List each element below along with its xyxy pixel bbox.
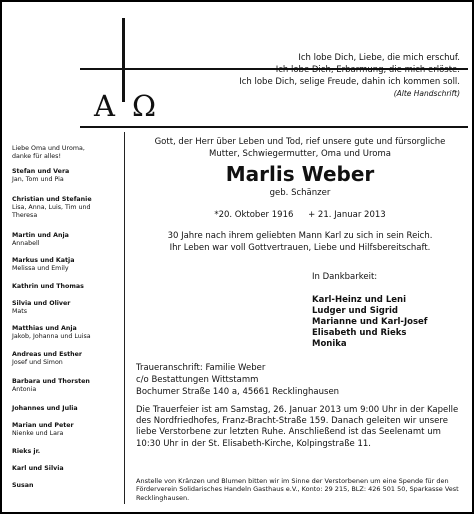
sidebar-group-head: Matthias und Anja [12,325,77,332]
tribute-text [132,230,468,254]
sidebar-group-head: Markus und Katja [12,257,75,264]
poem-line: Ich lobe Dich, Liebe, die mich erschuf. [298,53,460,63]
tribute-line: Ihr Leben war voll Gottvertrauen, Liebe und Hilfsbereitschaft. [169,243,431,253]
tribute-line: 30 Jahre nach ihrem geliebten Mann Karl zu sich in sein Reich. [167,231,433,241]
sidebar-group-head: Andreas und Esther [12,351,83,358]
sidebar-group [12,168,122,184]
mourner-name: Karl-Heinz und Leni [312,295,406,305]
sidebar-group [12,378,122,394]
sidebar-group [12,196,122,220]
sidebar-group-head: Stefan und Vera [12,168,70,175]
mourner-name: Monika [312,339,347,349]
mourner-name: Ludger und Sigrid [312,306,399,316]
sidebar-group-head: Martin und Anja [12,232,69,239]
sidebar-group [12,405,122,413]
alpha-symbol: A [94,89,115,123]
poem-source: (Alte Handschrift) [393,89,460,98]
sidebar-group [12,465,122,473]
sidebar-group-line: Jan, Tom und Pia [12,176,64,183]
intro-line: Gott, der Herr über Leben und Tod, rief unsere gute und fürsorgliche [154,137,446,147]
sidebar-group-head: Susan [12,482,34,489]
sidebar-intro-line: Liebe Oma und Uroma, [12,145,85,152]
address-line: Traueranschrift: Familie Weber [136,363,266,373]
sidebar-group-line: Antonia [12,386,37,393]
sidebar-group [12,448,122,456]
birth-date: *20. Oktober 1916 [214,210,294,220]
mourner-name: Elisabeth und Rieks [312,328,407,338]
sidebar-intro-line: danke für alles! [12,153,61,160]
sidebar-group-head: Barbara und Thorsten [12,378,90,385]
poem-line: Ich lobe Dich, selige Freude, dahin ich kommen soll. [239,77,460,87]
death-date: + 21. Januar 2013 [308,210,386,220]
funeral-service-info: Die Trauerfeier ist am Samstag, 26. Januar 2013 um 9:00 Uhr in der Kapelle des Nordfriedhofes, Franz-Bracht-Straße 159. Danach geleiten wir unsere liebe Verstorbene zur letzten Ruhe. Anschließend ist das Seelenamt um 10:30 Uhr in der St. Elisabeth-Kirche, Kolpingstraße 11. [136,405,459,449]
sidebar-group [12,283,122,291]
sidebar-group-line: Nienke und Lara [12,430,64,437]
sidebar-group [12,300,122,316]
divider-vertical [124,132,125,504]
sidebar-group [12,351,122,367]
mourners-list [312,295,428,350]
mourning-address [136,362,339,398]
sidebar-group [12,257,122,273]
sidebar-group-head: Kathrin und Thomas [12,283,84,290]
address-line: c/o Bestattungen Wittstamm [136,375,259,385]
sidebar-group-line: Annabell [12,240,40,247]
sidebar-group-line: Jakob, Johanna und Luisa [12,333,91,340]
sidebar-group-head: Johannes und Julia [12,405,78,412]
sidebar-group-line: Lisa, Anna, Luis, Tim und [12,204,91,211]
sidebar-group-head: Silvia und Oliver [12,300,71,307]
sidebar-group-line: Theresa [12,212,38,219]
mourners-heading: In Dankbarkeit: [312,272,378,282]
sidebar-group-head: Rieks jr. [12,448,41,455]
deceased-name: Marlis Weber [225,162,375,186]
sidebar-group [12,482,122,490]
sidebar-group [12,422,122,438]
poem [160,52,460,100]
donation-note: Anstelle von Kränzen und Blumen bitten wir im Sinne der Verstorbenen um eine Spende für den Förderverein Solidarisches Handeln Gasthaus e.V., Konto: 29 215, BLZ: 426 501 50, Sparkasse Vest Recklinghausen. [136,477,459,502]
cross-vertical [122,18,125,102]
sidebar-intro [12,145,122,161]
address-line: Bochumer Straße 140 a, 45661 Recklinghausen [136,387,340,397]
sidebar-group [12,232,122,248]
divider-horizontal [80,126,468,128]
intro-line: Mutter, Schwiegermutter, Oma und Uroma [209,149,391,159]
sidebar-group-head: Christian und Stefanie [12,196,92,203]
born-name: geb. Schänzer [269,188,331,198]
sidebar-group-line: Mats [12,308,28,315]
intro-text [132,136,468,160]
sidebar-group-head: Karl und Silvia [12,465,64,472]
sidebar-group-line: Josef und Simon [12,359,63,366]
sidebar-group-head: Marian und Peter [12,422,74,429]
life-dates [132,210,468,220]
sidebar-group [12,325,122,341]
mourner-name: Marianne und Karl-Josef [312,317,428,327]
poem-line: Ich lobe Dich, Erbarmung, die mich erlöste. [275,65,460,75]
omega-symbol: Ω [132,89,157,123]
sidebar-group-line: Melissa und Emily [12,265,69,272]
